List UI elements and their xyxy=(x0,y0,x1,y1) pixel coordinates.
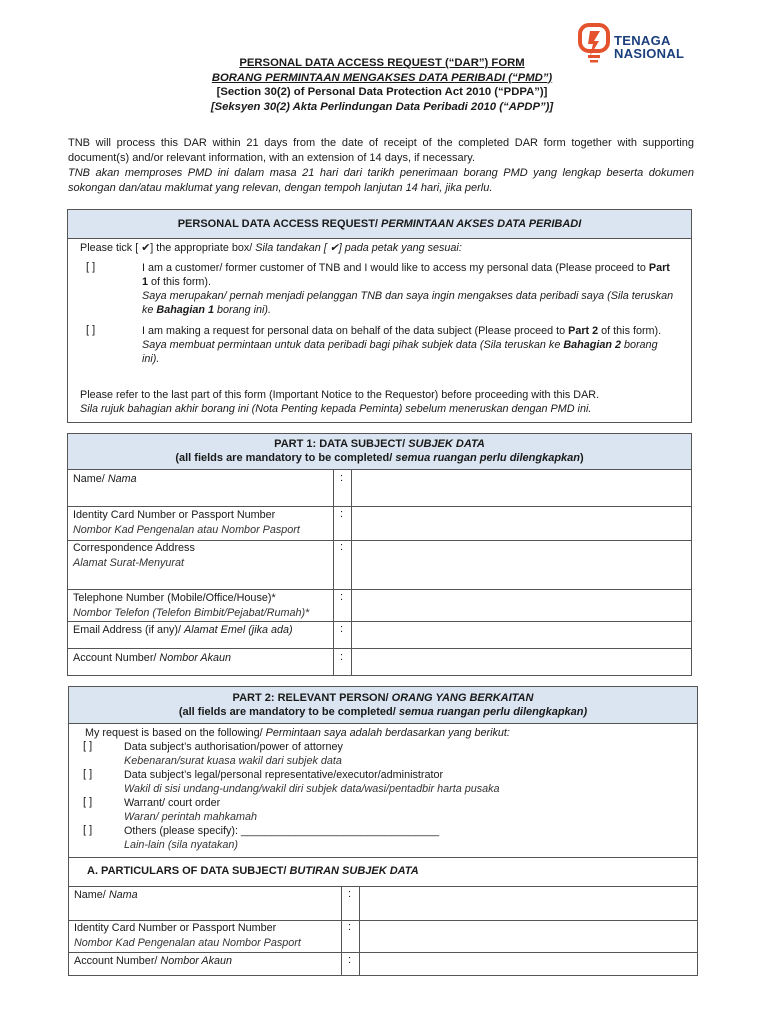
basis-option-1-ms: Kebenaran/surat kuasa wakil dari subjek data xyxy=(124,755,342,767)
basis-option-2-ms: Wakil di sisi undang-undang/wakil diri subjek data/wasi/pentadbir harta pusaka xyxy=(124,783,500,795)
p1-address-colon: : xyxy=(340,541,344,553)
option2-ms-a: Saya membuat permintaan untuk data peribadi bagi pihak subjek data (Sila teruskan ke xyxy=(142,339,564,351)
p1-name-en: Name/ xyxy=(73,473,108,485)
part2-heading-ms: ORANG YANG BERKAITAN xyxy=(391,692,534,704)
basis-en: My request is based on the following/ xyxy=(85,727,266,739)
p2-name-input[interactable] xyxy=(361,887,697,920)
basis-option-4-en[interactable]: Others (please specify): _________________________________ xyxy=(124,825,440,837)
intro xyxy=(68,136,694,196)
request-heading-en: PERSONAL DATA ACCESS REQUEST/ xyxy=(177,218,382,230)
option2-en-a: I am making a request for personal data on behalf of the data subject (Please proceed to xyxy=(142,325,569,337)
tick-instruction-ms: Sila tandakan [ ✔] pada petak yang sesuai: xyxy=(255,242,462,254)
title-en: PERSONAL DATA ACCESS REQUEST (“DAR”) FORM xyxy=(239,57,525,69)
request-heading xyxy=(68,210,691,239)
intro-ms: TNB akan memproses PMD ini dalam masa 21 hari dari tarikh penerimaan borang PMD yang lengkap beserta dokumen sokongan dan/atau maklumat yang relevan, dengan tempoh lanjutan 14 hari, jika perlu. xyxy=(68,167,694,194)
part1-heading-ms: SUBJEK DATA xyxy=(408,438,485,450)
basis-option-1 xyxy=(124,740,343,768)
p2-name-ms: Nama xyxy=(108,889,138,901)
p2-account-ms: Nombor Akaun xyxy=(160,955,233,967)
part2-heading xyxy=(69,687,697,724)
option1-text xyxy=(142,261,674,317)
basis-ms: Permintaan saya adalah berdasarkan yang berikut: xyxy=(265,727,510,739)
form-titles xyxy=(150,56,614,114)
p2-account-colon: : xyxy=(348,954,352,966)
part1-mandatory-en: (all fields are mandatory to be completed/ xyxy=(175,452,396,464)
p2-ic-input[interactable] xyxy=(361,921,697,952)
p1-ic-label xyxy=(73,508,300,537)
part1-divider-2 xyxy=(351,470,352,675)
p1-ic-ms: Nombor Kad Pengenalan atau Nombor Pasport xyxy=(73,523,300,536)
basis-checkbox-3[interactable]: [ ] xyxy=(83,796,93,808)
p2-divider-2 xyxy=(359,886,360,975)
p1-email-label xyxy=(73,623,293,638)
p1-address-input[interactable] xyxy=(353,541,691,589)
p1-account-label xyxy=(73,651,231,666)
p1-address-label xyxy=(73,541,195,570)
option2-checkbox[interactable]: [ ] xyxy=(86,324,96,336)
p2-ic-ms: Nombor Kad Pengenalan atau Nombor Pasport xyxy=(74,936,301,949)
p2-name-colon: : xyxy=(348,888,352,900)
p1-phone-colon: : xyxy=(340,591,344,603)
p1-account-ms: Nombor Akaun xyxy=(159,652,232,664)
option1-ms-a: Saya merupakan/ pernah menjadi pelanggan TNB dan saya ingin mengakses data peribadi saya (Sila teruskan ke xyxy=(142,290,674,316)
p1-phone-input[interactable] xyxy=(353,590,691,621)
basis-option-4 xyxy=(124,824,439,852)
p1-name-input[interactable] xyxy=(353,471,691,506)
basis-option-3-ms: Waran/ perintah mahkamah xyxy=(124,811,258,823)
p1-email-en: Email Address (if any)/ xyxy=(73,624,185,636)
p2-name-label xyxy=(74,888,138,903)
p1-address-ms: Alamat Surat-Menyurat xyxy=(73,556,185,569)
p1-ic-colon: : xyxy=(340,508,344,520)
option1-ms-c: borang ini). xyxy=(214,304,272,316)
p1-name-label xyxy=(73,472,137,487)
option1-en-c: of this form). xyxy=(148,276,212,288)
part2-mandatory-ms: semua ruangan perlu dilengkapkan) xyxy=(398,706,588,718)
part2-mandatory-en: (all fields are mandatory to be completed/ xyxy=(178,706,399,718)
p1-email-ms: Alamat Emel (jika ada) xyxy=(184,624,293,636)
section-en: [Section 30(2) of Personal Data Protection Act 2010 (“PDPA”)] xyxy=(216,86,548,98)
p1-account-colon: : xyxy=(340,651,344,663)
p1-email-input[interactable] xyxy=(353,622,691,648)
p2-account-label xyxy=(74,954,232,969)
request-box xyxy=(67,209,692,423)
basis-checkbox-1[interactable]: [ ] xyxy=(83,740,93,752)
logo-line1: TENAGA xyxy=(614,33,671,48)
p2-ic-en: Identity Card Number or Passport Number xyxy=(74,922,277,934)
p2-account-en: Account Number/ xyxy=(74,955,161,967)
part1-heading xyxy=(68,434,691,470)
part2-heading-en: PART 2: RELEVANT PERSON/ xyxy=(232,692,392,704)
part1-mandatory-end: ) xyxy=(580,452,584,464)
p2-name-en: Name/ xyxy=(74,889,109,901)
part1-divider-1 xyxy=(333,470,334,675)
basis-option-2 xyxy=(124,768,500,796)
p1-account-en: Account Number/ xyxy=(73,652,160,664)
request-heading-ms: PERMINTAAN AKSES DATA PERIBADI xyxy=(381,218,582,230)
p1-email-colon: : xyxy=(340,623,344,635)
intro-en: TNB will process this DAR within 21 days from the date of receipt of the completed DAR form together with supporting document(s) and/or relevant information, with an extension of 14 days, if necessary. xyxy=(68,137,694,164)
basis-heading xyxy=(85,726,510,740)
refer-note-ms: Sila rujuk bahagian akhir borang ini (Nota Penting kepada Peminta) sebelum meneruskan dengan PMD ini. xyxy=(80,403,592,415)
option2-en-b: Part 2 xyxy=(568,325,599,337)
p1-ic-en: Identity Card Number or Passport Number xyxy=(73,509,276,521)
basis-option-1-en: Data subject’s authorisation/power of attorney xyxy=(124,741,343,753)
section-ms: [Seksyen 30(2) Akta Perlindungan Data Peribadi 2010 (“APDP”)] xyxy=(210,100,554,113)
title-ms: BORANG PERMINTAAN MENGAKSES DATA PERIBADI (“PMD”) xyxy=(211,71,553,84)
basis-option-4-ms: Lain-lain (sila nyatakan) xyxy=(124,839,239,851)
sectionA-heading xyxy=(87,865,419,877)
p1-account-input[interactable] xyxy=(353,649,691,675)
sectionA-ms: BUTIRAN SUBJEK DATA xyxy=(289,865,419,877)
option1-en-b: Part 1 xyxy=(142,262,670,288)
part1-mandatory-ms: semua ruangan perlu dilengkapkan xyxy=(395,452,580,464)
p1-phone-ms: Nombor Telefon (Telefon Bimbit/Pejabat/Rumah)* xyxy=(73,606,310,619)
p2-divider-1 xyxy=(341,886,342,975)
p2-ic-label xyxy=(74,921,301,950)
refer-note-en: Please refer to the last part of this form (Important Notice to the Requestor) before proceeding with this DAR. xyxy=(80,389,600,401)
part1-box xyxy=(67,433,692,676)
basis-option-3 xyxy=(124,796,257,824)
tick-instruction-en: Please tick [ ✔] the appropriate box/ xyxy=(80,242,256,254)
p1-name-colon: : xyxy=(340,472,344,484)
p2-ic-colon: : xyxy=(348,921,352,933)
p1-address-en: Correspondence Address xyxy=(73,542,195,554)
p1-phone-label xyxy=(73,591,309,620)
basis-checkbox-4[interactable]: [ ] xyxy=(83,824,93,836)
option1-checkbox[interactable]: [ ] xyxy=(86,261,96,273)
basis-checkbox-2[interactable]: [ ] xyxy=(83,768,93,780)
option1-en-a: I am a customer/ former customer of TNB and I would like to access my personal data (Please proceed to xyxy=(142,262,649,274)
tick-instruction xyxy=(80,241,462,254)
option2-en-c: of this form). xyxy=(598,325,662,337)
p2-account-input[interactable] xyxy=(361,953,697,975)
sectionA-line xyxy=(69,857,697,858)
option2-ms-c: borang ini). xyxy=(142,339,658,365)
p1-phone-en: Telephone Number (Mobile/Office/House)* xyxy=(73,592,276,604)
part1-heading-en: PART 1: DATA SUBJECT/ xyxy=(274,438,409,450)
option2-text xyxy=(142,324,674,366)
basis-option-3-en: Warrant/ court order xyxy=(124,797,221,809)
option2-ms-b: Bahagian 2 xyxy=(563,339,621,351)
option1-ms-b: Bahagian 1 xyxy=(156,304,215,316)
p1-ic-input[interactable] xyxy=(353,507,691,540)
logo-line2: NASIONAL xyxy=(614,46,685,61)
sectionA-en: A. PARTICULARS OF DATA SUBJECT/ xyxy=(87,865,290,877)
basis-option-2-en: Data subject’s legal/personal representative/executor/administrator xyxy=(124,769,444,781)
refer-note xyxy=(80,388,680,416)
p1-name-ms: Nama xyxy=(107,473,137,485)
logo-text xyxy=(614,34,684,60)
part2-box xyxy=(68,686,698,976)
